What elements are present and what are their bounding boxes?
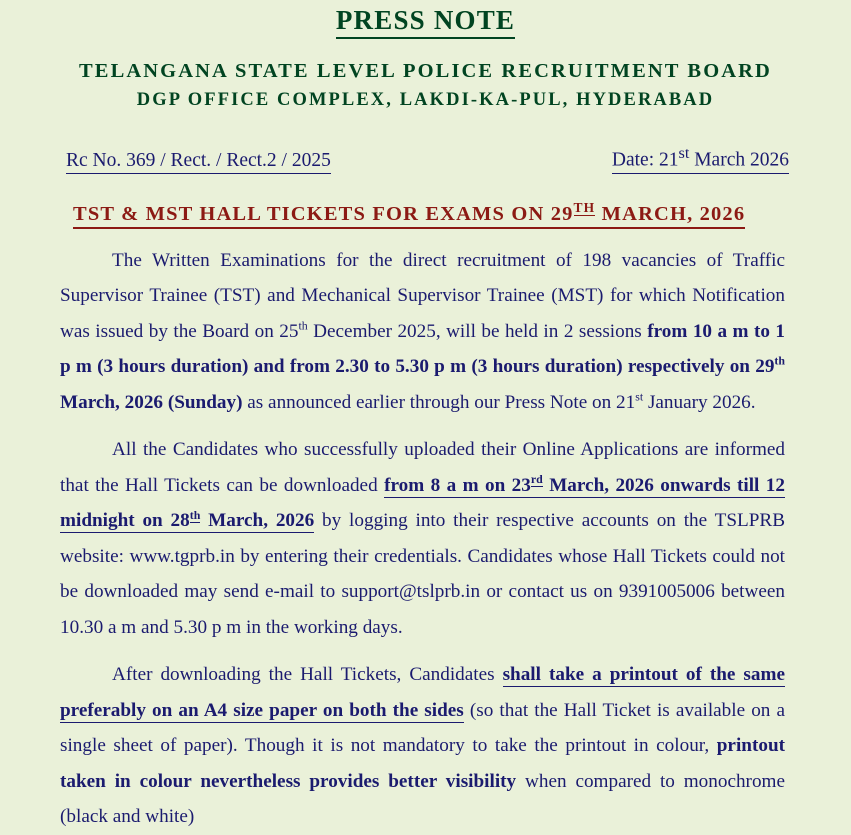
date-label: Date: 21 xyxy=(611,149,679,171)
p2-ordinal-1: rd xyxy=(530,472,543,487)
p3-bold-1: printout taken in colour nevertheless provides better visibility xyxy=(60,735,785,792)
organisation-header xyxy=(33,60,818,111)
p3-segment-1: After downloading the Hall Tickets, Candidates xyxy=(112,664,503,685)
date-ordinal-suffix: st xyxy=(678,144,690,162)
subject-heading xyxy=(33,199,818,226)
subject-part-1: TST & MST HALL TICKETS FOR EXAMS ON 29 xyxy=(73,202,574,225)
body-content xyxy=(33,243,818,835)
p3-segment-2: (so that the Hall Ticket is available on a single sheet of paper). Though it is not mandatory to take the printout in colour, xyxy=(60,699,785,756)
organisation-name: TELANGANA STATE LEVEL POLICE RECRUITMENT BOARD xyxy=(79,60,772,82)
p1-bold-1: from 10 a m to 1 p m (3 hours duration) and from 2.30 to 5.30 p m (3 hours duration) respectively on 29 xyxy=(60,320,785,377)
p1-segment-3: as announced earlier through our Press Note on 21 xyxy=(242,391,636,413)
page-title xyxy=(33,0,818,36)
paragraph-printout-instructions xyxy=(60,657,785,835)
subject-heading-text xyxy=(73,199,746,229)
reference-row xyxy=(33,144,818,174)
date-rest: March 2026 xyxy=(689,149,789,171)
p2-segment-1: All the Candidates who successfully uploaded their Online Applications are informed that the Hall Tickets can be downloaded xyxy=(60,439,785,496)
p1-segment-1: The Written Examinations for the direct recruitment of 198 vacancies of Traffic Supervisor Trainee (TST) and Mechanical Supervisor Trainee (MST) for which Notification was issued by the Board on 25 xyxy=(60,249,785,342)
p3-highlight-1: shall take a printout of the same preferably on an A4 size paper on both the sides xyxy=(60,664,785,721)
p2-highlight-1: from 8 a m on 23rd March, 2026 onwards till 12 midnight on 28th March, 2026 xyxy=(60,472,785,531)
subject-ordinal-suffix: TH xyxy=(573,199,596,215)
p1-ordinal-2: th xyxy=(774,353,785,368)
p1-segment-4: January 2026. xyxy=(643,391,756,413)
organisation-address: DGP OFFICE COMPLEX, LAKDI-KA-PUL, HYDERABAD xyxy=(136,90,715,110)
p2-ordinal-2: th xyxy=(189,507,201,522)
p1-ordinal-3: st xyxy=(635,389,644,404)
p1-ordinal-1: th xyxy=(298,318,308,333)
page-title-text: PRESS NOTE xyxy=(336,5,515,39)
file-number: Rc No. 369 / Rect. / Rect.2 / 2025 xyxy=(66,150,331,174)
p3-segment-3: when compared to monochrome (black and white) xyxy=(60,770,785,827)
p2-segment-2: by logging into their respective accounts on the TSLPRB website: www.tgprb.in by entering their credentials. Candidates whose Hall Tickets could not be downloaded may send e-mail to support@tslprb.in or contact us on 9391005006 between 10.30 a m and 5.30 p m in the working days. xyxy=(60,510,786,638)
paragraph-exam-schedule xyxy=(60,243,785,421)
p1-bold-2: March, 2026 (Sunday) xyxy=(60,391,243,413)
paragraph-hall-ticket-download xyxy=(60,432,785,645)
subject-part-2: MARCH, 2026 xyxy=(595,202,746,225)
document-date xyxy=(612,144,789,174)
p1-segment-2: December 2025, will be held in 2 sessions xyxy=(307,320,648,342)
